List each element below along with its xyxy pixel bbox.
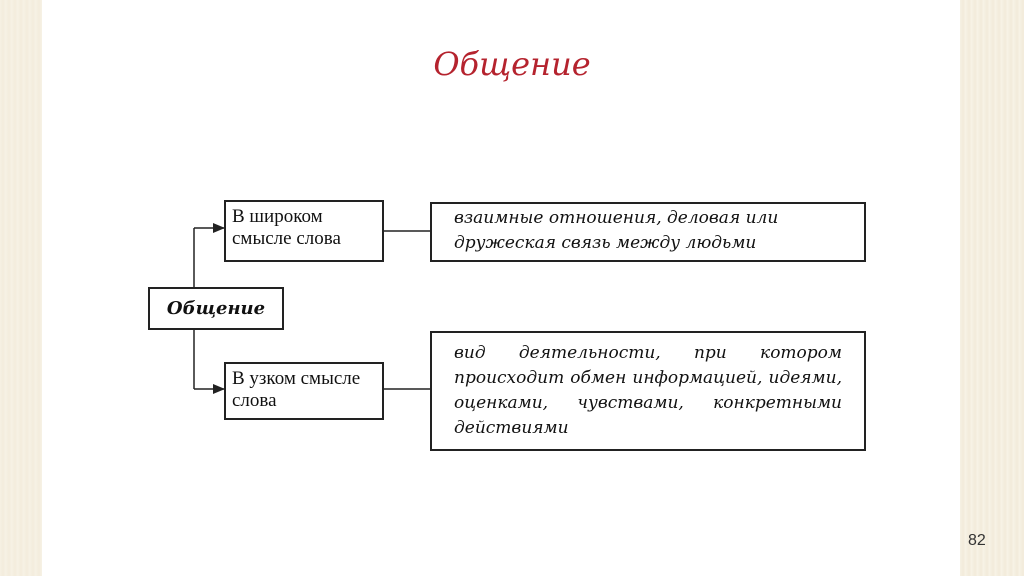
narrow-sense-label: В узком смысле слова — [232, 368, 361, 411]
narrow-definition-text: вид деятельности, при котором происходит обмен информацией, идеями, оценками, чувствами, конкретными действиями — [454, 343, 842, 438]
root-label: Общение — [166, 298, 266, 319]
narrow-sense-box — [224, 362, 384, 420]
broad-definition-text: взаимные отношения, деловая или дружеская связь между людьми — [454, 208, 779, 253]
root-box — [148, 287, 284, 330]
broad-sense-label: В широком смысле слова — [232, 206, 341, 249]
slide-title: Общение — [433, 45, 591, 83]
broad-sense-box — [224, 200, 384, 262]
page-number: 82 — [968, 532, 986, 549]
narrow-definition-box — [430, 331, 866, 451]
broad-definition-box — [430, 202, 866, 262]
